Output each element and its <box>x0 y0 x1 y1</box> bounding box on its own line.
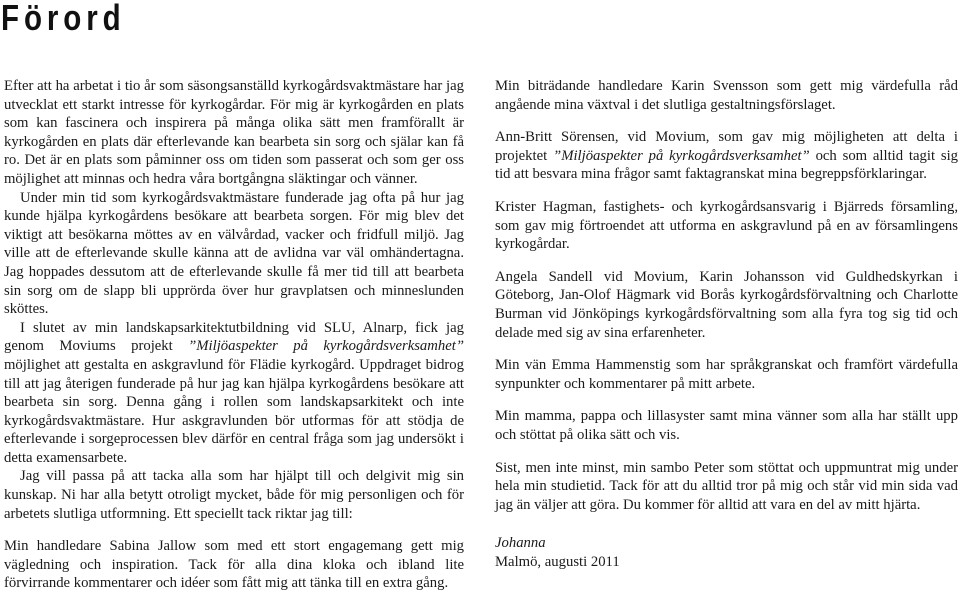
paragraph-project <box>4 319 464 468</box>
paragraph-thanks-movium <box>495 128 958 184</box>
paragraph-thanks-assistant-supervisor: Min biträdande handledare Karin Svensson som gett mig värdefulla råd angående mina växtval i det slutliga gestaltningsförslaget. <box>495 78 958 113</box>
paragraph-project-post: möjlighet att gestalta en askgravlund för Flädie kyrkogård. Uppdraget bidrog till att jag återigen funderade på hur jag kan hjälpa kyrkogårdens besökare att bearbeta sin sorg. Denna gång i rollen som landskapsarkitekt och inte kyrkogårdsvaktmästare. Hur askgravlunden bör utformas för att stödja de efterlevande i sorgeprocessen blev därför en central fråga som jag undersökt i detta examensarbete. <box>4 356 464 466</box>
paragraph-thanks-parish: Krister Hagman, fastighets- och kyrkogårdsansvarig i Bjärreds församling, som gav mig förtroendet att utforma en askgravlund på en av församlingens kyrkogårdar. <box>495 198 958 253</box>
paragraph-thanks-supervisor: Min handledare Sabina Jallow som med ett stort engagemang gett mig vägledning och inspiration. Tack för alla dina kloka och ibland lite förvirrande kommentarer och idéer som fått mig att tänka till en extra gång. <box>4 538 464 592</box>
paragraph-thanks-intro: Jag vill passa på att tacka alla som har hjälpt till och delgivit mig sin kunskap. Ni har alla betytt otroligt mycket, både för mig personligen och för arbetets slutliga utformning. Ett speciellt tack riktar jag till: <box>4 468 464 522</box>
paragraph-intro: Efter att ha arbetat i tio år som säsongsanställd kyrkogårdsvaktmästare har jag utvecklat ett starkt intresse för kyrkogårdar. För mig är kyrkogården en plats som kan fascinera och inspirera på många olika sätt men framförallt är kyrkogården en plats där efterlevande kan bearbeta sin sorg och själar kan få ro. Det är en plats som påminner oss om tiden som passerat och som ger oss möjlighet att minnas och hedra våra bortgångna släktingar och vänner. <box>4 78 464 187</box>
paragraph-thanks-family: Min mamma, pappa och lillasyster samt mina vänner som alla har ställt upp och stöttat på olika sätt och vis. <box>495 408 958 443</box>
page-title: Förord <box>1 0 126 38</box>
paragraph-movium-pre: Ann-Britt Sörensen, vid Movium, som gav mig möjligheten att delta i projektet <box>495 129 958 164</box>
signature-name: Johanna <box>495 535 546 552</box>
project-title: ”Miljöaspekter på kyrkogårdsverksamhet” <box>188 338 464 355</box>
paragraph-thanks-partner: Sist, men inte minst, min sambo Peter som stöttat och uppmuntrat mig under hela min studietid. Tack för att du alltid tror på mig och står vid min sida vad jag än väljer att göra. Du kommer för alltid att vara en del av mitt hjärta. <box>495 459 958 513</box>
paragraph-movium-post: och som alltid tagit sig tid att besvara mina frågor samt faktagranskat mina begreppsförklaringar. <box>495 147 959 183</box>
paragraph-project-pre: I slutet av min landskapsarkitektutbildning vid SLU, Alnarp, fick jag genom Moviums projekt <box>4 319 464 355</box>
paragraph-thanks-interviewees: Angela Sandell vid Movium, Karin Johansson vid Guldhedskyrkan i Göteborg, Jan-Olof Hägmark vid Borås kyrkogårdsförvaltning och Charlotte Burman vid Jönköpings kyrkogårdsförvaltning som alla fyra tog sig tid och delade med sig av sina erfarenheter. <box>495 268 958 341</box>
right-column <box>495 77 958 571</box>
paragraph-caretaker-reflection: Under min tid som kyrkogårdsvaktmästare funderade jag ofta på hur jag kunde hjälpa kyrkogårdens besökare att bearbeta sorgen. För mig blev det viktigt att besökarna möttes av en välvårdad, vacker och fridfull miljö. Jag ville att de efterlevande skulle känna att de avlidna var väl omhändertagna. Jag hoppades dessutom att de efterlevande skulle få mer tid till att bearbeta sin sorg om de slapp bli upprörda över hur gravplatsen och minneslunden sköttes. <box>4 189 464 318</box>
left-column <box>4 77 464 593</box>
paragraph-thanks-proofreader: Min vän Emma Hammenstig som har språkgranskat och framfört värdefulla synpunkter och kommentarer på mitt arbete. <box>495 357 958 392</box>
signature-place-date: Malmö, augusti 2011 <box>495 553 620 570</box>
project-title: ”Miljöaspekter på kyrkogårdsverksamhet” <box>553 147 810 164</box>
